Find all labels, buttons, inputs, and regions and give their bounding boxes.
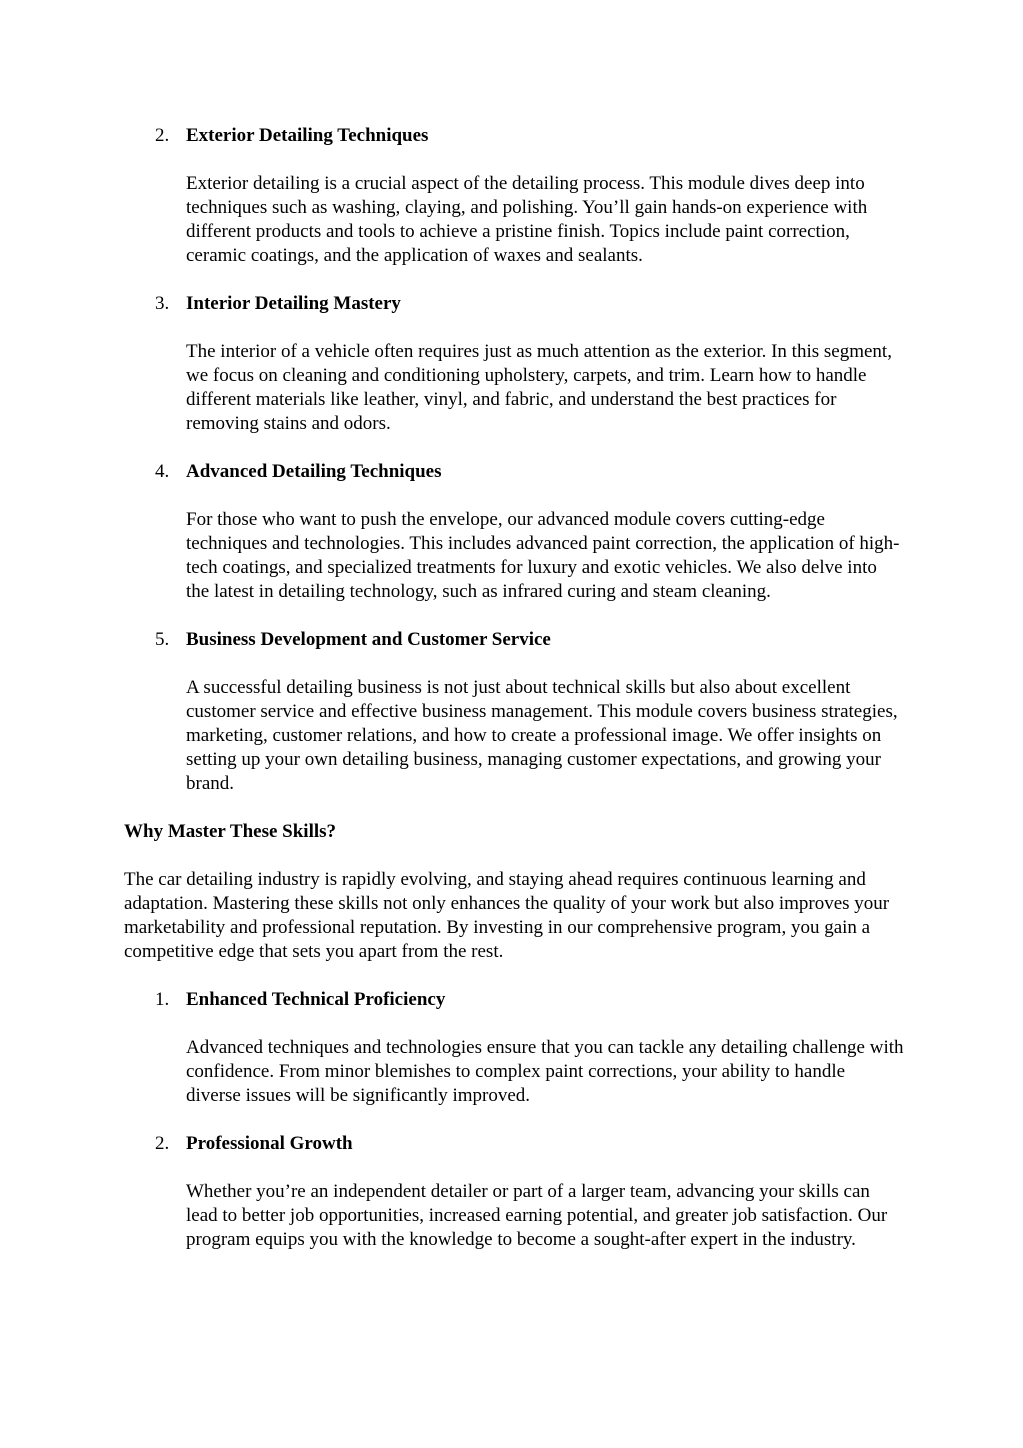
list-item: [124, 292, 904, 436]
document-content: [124, 124, 904, 1252]
section-paragraph: The car detailing industry is rapidly evolving, and staying ahead requires continuous learning and adaptation. Mastering these skills not only enhances the quality of your work but also improves your marketability and professional reputation. By investing in our comprehensive program, you gain a competitive edge that sets you apart from the rest.: [124, 869, 890, 962]
section-heading: Why Master These Skills?: [124, 821, 337, 842]
list-item: [124, 1132, 904, 1252]
list-item-body: The interior of a vehicle often requires just as much attention as the exterior. In this segment, we focus on cleaning and conditioning upholstery, carpets, and trim. Learn how to handle different materials like leather, vinyl, and fabric, and understand the best practices for removing stains and odors.: [186, 341, 892, 434]
list-item-title: Business Development and Customer Service: [186, 629, 551, 650]
list-item-number: 4.: [155, 461, 170, 482]
list-item: [124, 124, 904, 268]
list-item-body: Whether you’re an independent detailer or part of a larger team, advancing your skills can lead to better job opportunities, increased earning potential, and greater job satisfaction. Our program equips you with the knowledge to become a sought-after expert in the industry.: [186, 1181, 888, 1250]
list-item: [124, 988, 904, 1108]
list-item-title: Professional Growth: [186, 1133, 353, 1154]
list-item-body: For those who want to push the envelope, our advanced module covers cutting-edge techniques and technologies. This includes advanced paint correction, the application of high-tech coatings, and specialized treatments for luxury and exotic vehicles. We also delve into the latest in detailing technology, such as infrared curing and steam cleaning.: [186, 509, 900, 602]
list-item-number: 1.: [155, 989, 170, 1010]
list-item: [124, 628, 904, 796]
list-item: [124, 460, 904, 604]
list-item-body: Exterior detailing is a crucial aspect of the detailing process. This module dives deep into techniques such as washing, claying, and polishing. You’ll gain hands-on experience with different products and tools to achieve a pristine finish. Topics include paint correction, ceramic coatings, and the application of waxes and sealants.: [186, 173, 868, 266]
list-item-number: 2.: [155, 125, 170, 146]
list-item-title: Exterior Detailing Techniques: [186, 125, 429, 146]
list-item-body: Advanced techniques and technologies ensure that you can tackle any detailing challenge with confidence. From minor blemishes to complex paint corrections, your ability to handle diverse issues will be significantly improved.: [186, 1037, 904, 1106]
list-item-number: 3.: [155, 293, 170, 314]
list-item-body: A successful detailing business is not just about technical skills but also about excellent customer service and effective business management. This module covers business strategies, marketing, customer relations, and how to create a professional image. We offer insights on setting up your own detailing business, managing customer expectations, and growing your brand.: [186, 677, 898, 794]
list-item-title: Advanced Detailing Techniques: [186, 461, 442, 482]
list-item-number: 5.: [155, 629, 170, 650]
list-item-number: 2.: [155, 1133, 170, 1154]
list-item-title: Interior Detailing Mastery: [186, 293, 401, 314]
list-item-title: Enhanced Technical Proficiency: [186, 989, 446, 1010]
